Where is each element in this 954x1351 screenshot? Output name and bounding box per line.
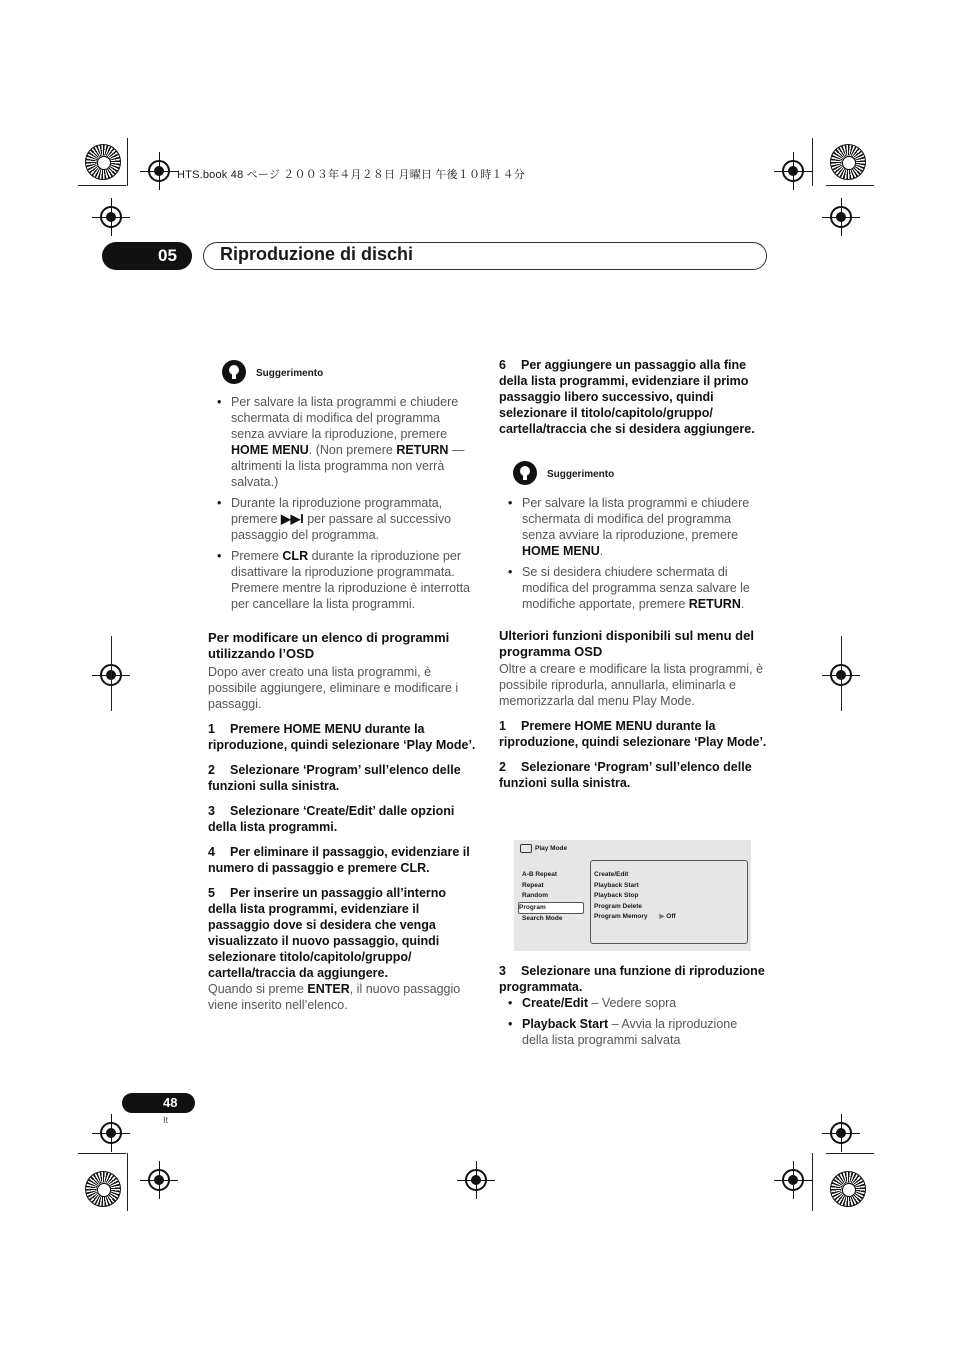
hint-label: Suggerimento <box>256 368 324 379</box>
crop-line <box>826 185 874 186</box>
crop-line <box>127 1153 128 1211</box>
osd-option-item[interactable]: Playback Stop <box>594 892 639 899</box>
crosshair-icon <box>830 206 852 228</box>
language-code: It <box>163 1115 169 1125</box>
crosshair-icon <box>465 1169 487 1191</box>
registration-wheel-icon <box>85 1171 121 1207</box>
list-item: • Durante la riproduzione programmata, premere ▶▶I per passare al successivo passaggio del programma. <box>231 495 476 543</box>
section-body: Oltre a creare e modificare la lista programmi, è possibile riprodurla, annullarla, eliminarla e memorizzarla dal menu Play Mode. <box>499 662 763 708</box>
list-item: • Playback Start – Avvia la riproduzione della lista programmi salvata <box>522 1016 767 1048</box>
step-4: 4 Per eliminare il passaggio, evidenziare il numero di passaggio e premere CLR. <box>208 845 470 875</box>
hint-list <box>499 495 767 612</box>
lightbulb-icon <box>513 461 537 485</box>
osd-option-item[interactable]: Program Delete <box>594 902 643 910</box>
crosshair-icon <box>782 160 804 182</box>
step-2: 2 Selezionare ‘Program’ sull’elenco delle funzioni sulla sinistra. <box>499 760 752 790</box>
crop-line <box>812 138 813 186</box>
step-1: 1 Premere HOME MENU durante la riproduzione, quindi selezionare ‘Play Mode’. <box>208 722 476 752</box>
file-info-header: HTS.book 48 ページ ２００３年４月２８日 月曜日 午後１０時１４分 <box>177 169 526 181</box>
left-column <box>208 360 476 1013</box>
right-column <box>499 357 767 791</box>
step-1: 1 Premere HOME MENU durante la riproduzione, quindi selezionare ‘Play Mode’. <box>499 719 767 749</box>
crosshair-icon <box>782 1169 804 1191</box>
hint-header <box>513 461 767 491</box>
osd-menu-item-selected[interactable]: Program <box>518 902 584 915</box>
chapter-pill <box>102 242 192 270</box>
osd-menu-item[interactable]: Repeat <box>522 881 544 889</box>
crosshair-icon <box>148 1169 170 1191</box>
osd-option-list <box>594 870 676 923</box>
chapter-number: 05 <box>158 246 177 265</box>
section-title: Per modificare un elenco di programmi utilizzando l’OSD <box>208 630 450 661</box>
play-arrow-icon: ▶ <box>659 913 665 920</box>
step-2: 2 Selezionare ‘Program’ sull’elenco delle funzioni sulla sinistra. <box>208 763 461 793</box>
crop-line <box>812 1153 813 1211</box>
step-5-note: Quando si preme ENTER, il nuovo passaggio viene inserito nell’elenco. <box>208 982 461 1012</box>
osd-menu-item[interactable]: A-B Repeat <box>522 871 558 878</box>
crop-line <box>78 1153 126 1154</box>
page-number: 48 <box>163 1095 178 1110</box>
osd-title: Play Mode <box>535 845 568 852</box>
osd-play-mode-screen <box>514 840 751 951</box>
section-body: Dopo aver creato una lista programmi, è possibile aggiungere, eliminare e modificare i passaggi. <box>208 665 459 711</box>
section-title: Ulteriori funzioni disponibili sul menu del programma OSD <box>499 628 754 659</box>
registration-wheel-icon <box>830 1171 866 1207</box>
list-item: • Create/Edit – Vedere sopra <box>522 995 767 1011</box>
osd-option-item[interactable]: Program Memory ▶ Off <box>594 913 676 920</box>
list-item: • Premere CLR durante la riproduzione per disattivare la riproduzione programmata. Premere mentre la riproduzione è interrotta per cancellare la lista programmi. <box>231 548 476 612</box>
osd-menu-item[interactable]: Random <box>522 892 548 899</box>
list-item: • Per salvare la lista programmi e chiudere schermata di modifica del programma senza avviare la riproduzione, premere HOME MENU. (Non premere RETURN — altrimenti la lista programma non verrà salvata.) <box>231 394 476 490</box>
osd-function-list <box>519 870 584 925</box>
step-5: 5 Per inserire un passaggio all’interno della lista programmi, evidenziare il passaggio dove si desidera che venga visualizzato il nuovo passaggio, quindi selezionare titolo/capitolo/gruppo/ cartella/traccia da aggiungere. <box>208 886 447 980</box>
crosshair-icon <box>830 1122 852 1144</box>
osd-option-item[interactable]: Playback Start <box>594 881 639 889</box>
crop-line <box>127 138 128 186</box>
hint-label: Suggerimento <box>547 469 615 480</box>
right-column-bottom <box>499 963 767 1053</box>
crop-line <box>78 185 126 186</box>
crop-line <box>826 1153 874 1154</box>
list-item: • Se si desidera chiudere schermata di modifica del programma senza salvare le modifiche apportate, premere RETURN. <box>522 564 767 612</box>
list-item: • Per salvare la lista programmi e chiudere schermata di modifica del programma senza avviare la riproduzione, premere HOME MENU. <box>522 495 767 559</box>
chapter-title: Riproduzione di dischi <box>220 244 413 264</box>
crop-line <box>841 636 842 711</box>
step-6: 6 Per aggiungere un passaggio alla fine della lista programmi, evidenziare il primo passaggio libero successivo, quindi selezionare il titolo/capitolo/gruppo/ cartella/traccia che si desidera aggiungere. <box>499 358 755 436</box>
function-list <box>499 995 767 1048</box>
page-number-pill <box>122 1093 195 1113</box>
registration-wheel-icon <box>830 144 866 180</box>
hint-list <box>208 394 476 612</box>
memory-value: Off <box>666 913 676 920</box>
disc-menu-icon <box>520 844 532 853</box>
osd-option-item[interactable]: Create/Edit <box>594 871 629 878</box>
crosshair-icon <box>148 160 170 182</box>
step-3: 3 Selezionare una funzione di riproduzione programmata. <box>499 964 765 994</box>
osd-menu-item[interactable]: Search Mode <box>522 915 563 922</box>
hint-header <box>222 360 476 390</box>
lightbulb-icon <box>222 360 246 384</box>
step-3: 3 Selezionare ‘Create/Edit’ dalle opzioni della lista programmi. <box>208 804 455 834</box>
crosshair-icon <box>100 1122 122 1144</box>
crosshair-icon <box>100 206 122 228</box>
crop-line <box>111 636 112 711</box>
registration-wheel-icon <box>85 144 121 180</box>
